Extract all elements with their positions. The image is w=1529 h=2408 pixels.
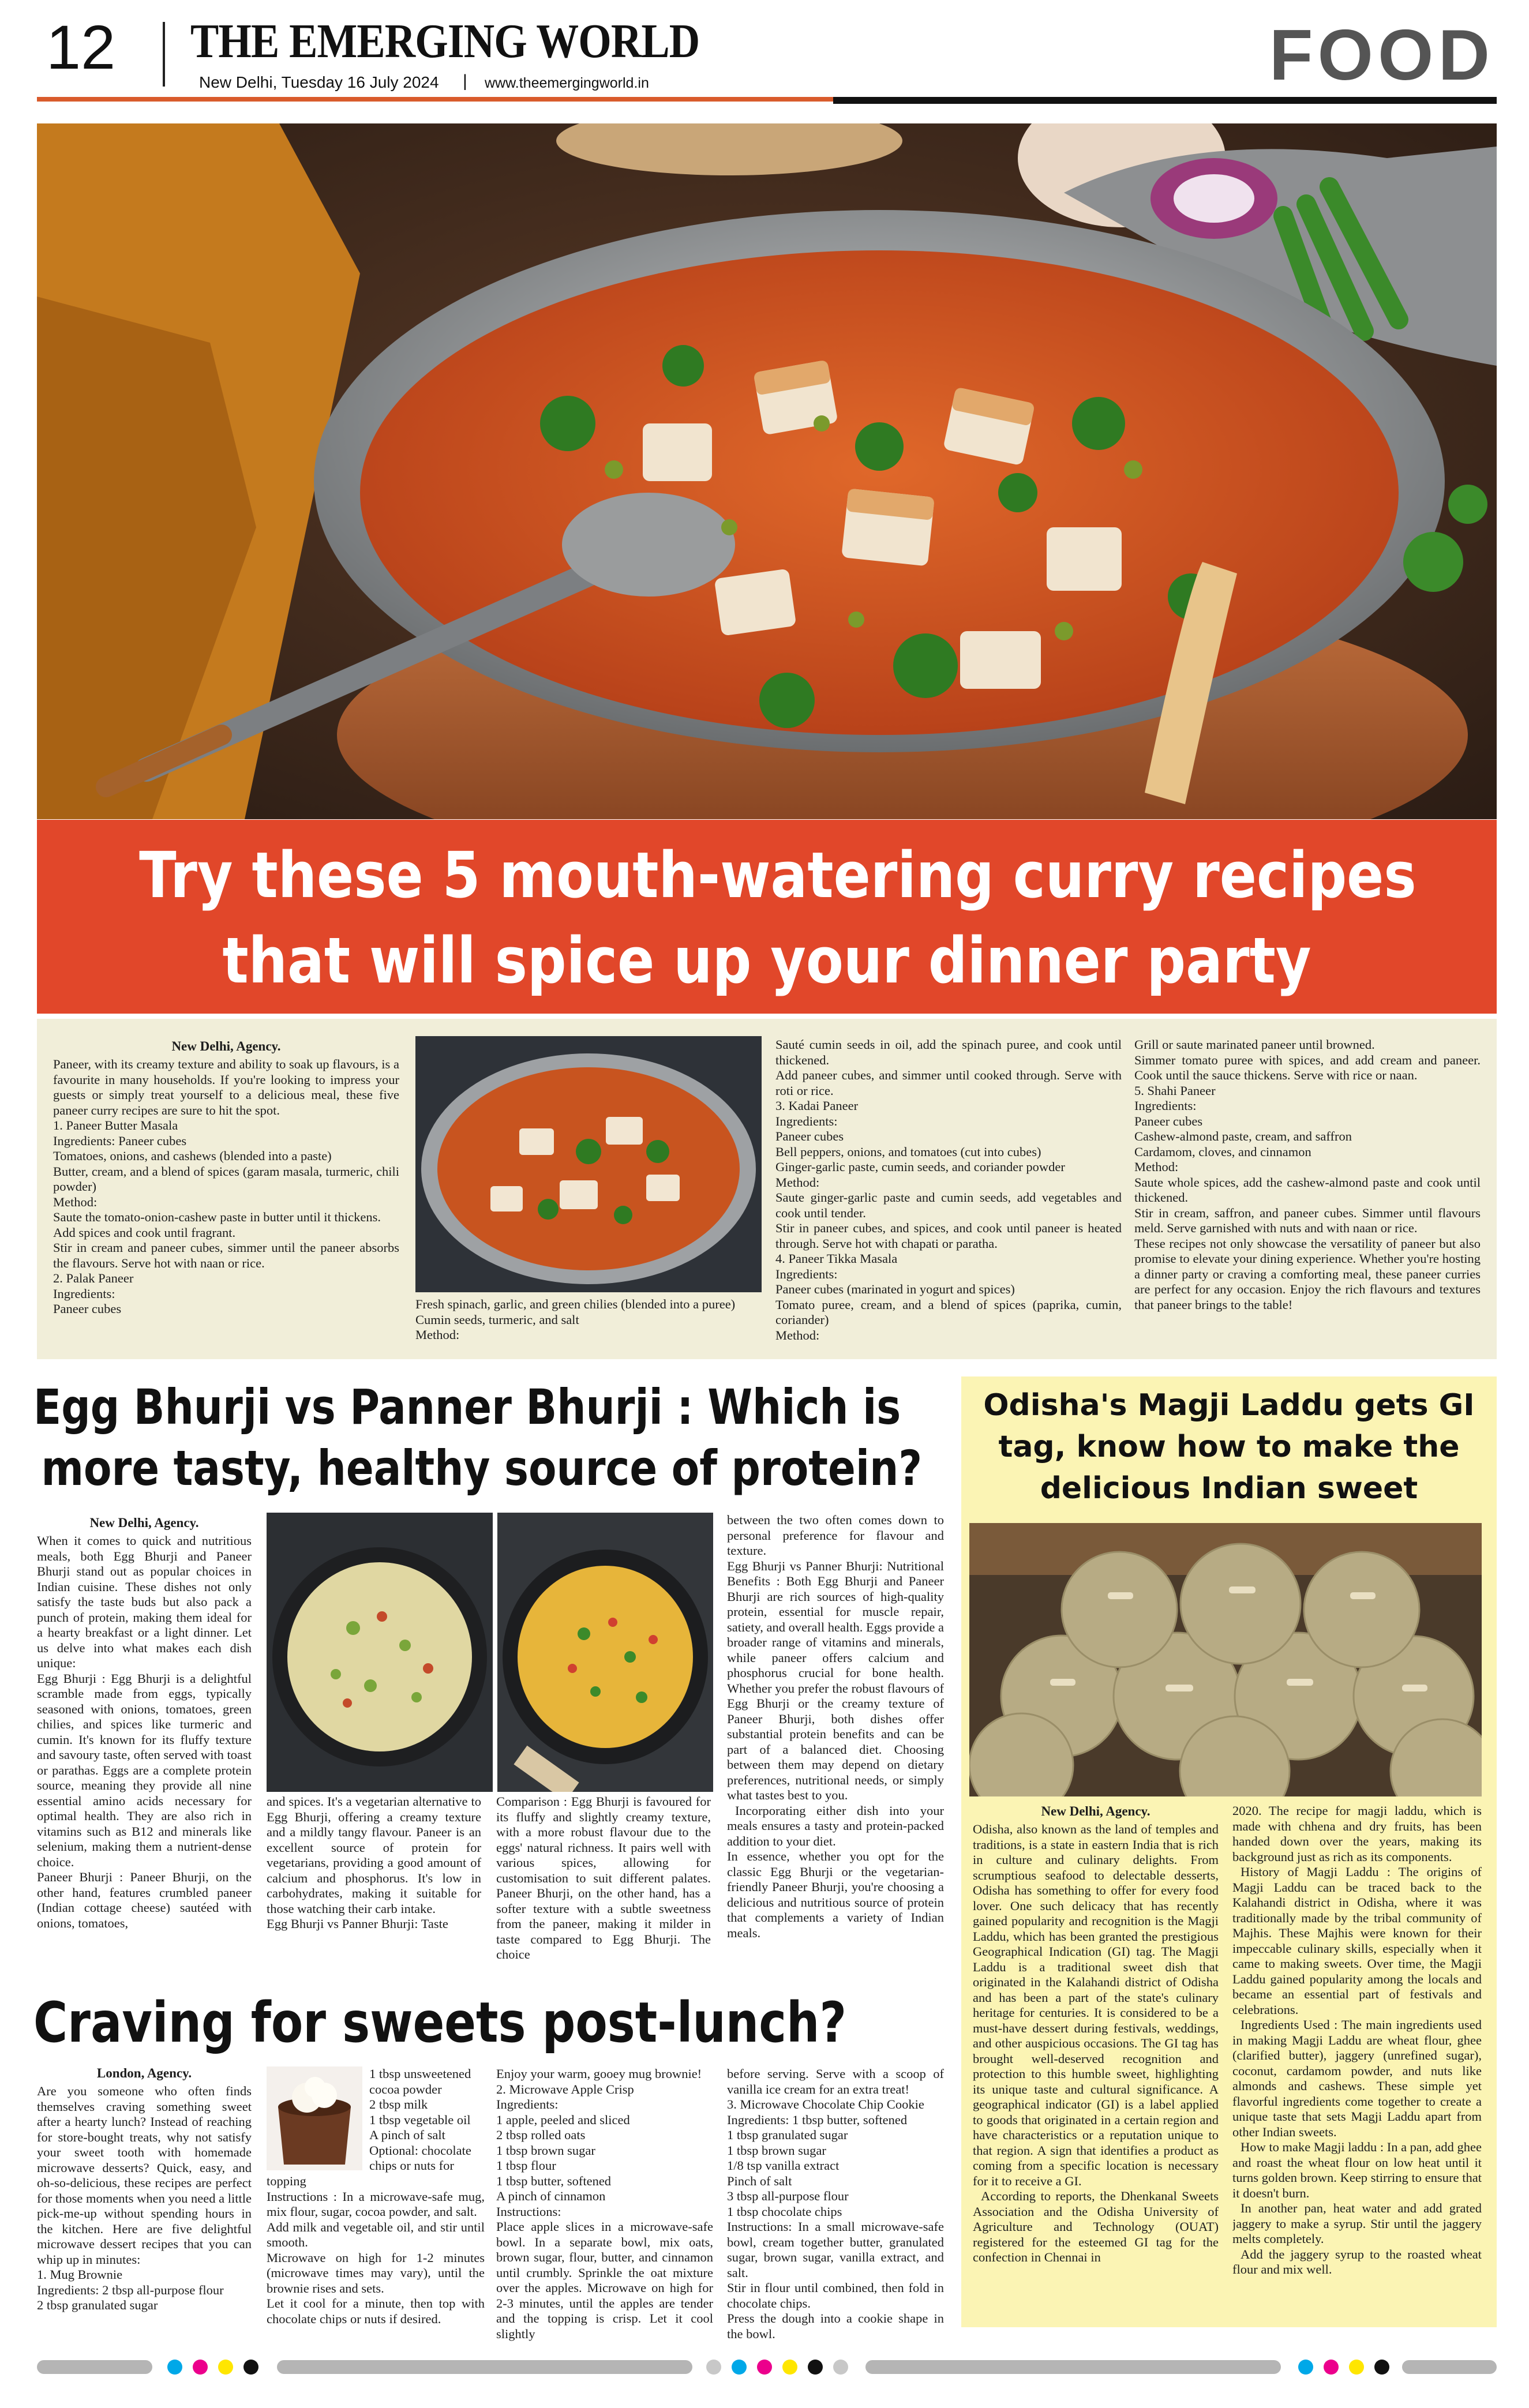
footer-gray-strip bbox=[37, 2360, 152, 2374]
sweets-column-1 bbox=[37, 2065, 252, 2348]
laddu-headline bbox=[961, 1385, 1497, 1509]
registration-dot-cyan bbox=[1298, 2360, 1313, 2375]
registration-dot-black bbox=[1374, 2360, 1389, 2375]
egg-headline-line-2: more tasty, healthy source of protein? bbox=[41, 1440, 923, 1496]
dateline-separator: | bbox=[463, 72, 467, 91]
paragraph: A pinch of salt bbox=[369, 2128, 445, 2142]
registration-dot-black bbox=[808, 2360, 823, 2375]
paragraph: Method: bbox=[775, 1175, 820, 1190]
paragraph: Cashew-almond paste, cream, and saffron bbox=[1134, 1129, 1352, 1143]
egg-column-3 bbox=[496, 1794, 711, 1967]
paragraph: 1 tbsp chocolate chips bbox=[727, 2204, 842, 2219]
paragraph: Add the jaggery syrup to the roasted wheat flour and mix well. bbox=[1232, 2246, 1482, 2276]
registration-dot-yellow bbox=[218, 2360, 233, 2375]
paragraph: Comparison : Egg Bhurji is favoured for its fluffy and slightly creamy texture, with a more robust flavour due to the eggs' natural richness. It pairs well with various spices, allowing for customisation to suit different palates. Paneer Bhurji, on the other hand, has a softer texture with a subtle sweetness from the paneer, making it milder in taste compared to Egg Bhurji. The choice bbox=[496, 1794, 711, 1961]
curry-headline bbox=[139, 832, 1416, 1003]
egg-column-1 bbox=[37, 1515, 252, 1976]
paragraph: 1 tbsp brown sugar bbox=[496, 2143, 595, 2158]
section-label: FOOD bbox=[1269, 16, 1494, 95]
paragraph: Optional: chocolate chips or nuts for bbox=[369, 2143, 471, 2173]
paragraph: 2 tbsp granulated sugar bbox=[37, 2298, 158, 2312]
paragraph: Stir in cream, saffron, and paneer cubes. Simmer until flavours meld. Serve garnished with nuts and with naan or rice. bbox=[1134, 1205, 1481, 1235]
paragraph: Odisha, also known as the land of temples and traditions, is a state in eastern India that is rich in culture and culinary delights. From scrumptious seafood to delectable desserts, Odisha has something to offer for every food lover. One such delicacy that has recently gained popularity and recognition is the Magji Laddu, which has been granted the prestigious Geographical Indication (GI) tag. The Magji Laddu is a traditional sweet dish that originated in the Kalahandi district of Odisha and has been a part of the state's culinary heritage for centuries. It is considered to be a must-have dessert during festivals, weddings, and other auspicious occasions. The GI tag has brought well-deserved recognition and protection to this humble sweet, highlighting its unique taste and cultural significance. A geographical indicator (GI) is a label applied to goods that originated in a certain region and have characteristics or a reputation unique to that region. A sign that identifies a product as coming from a specific location is necessary for it to receive a GI. bbox=[973, 1822, 1219, 2188]
caption-line: Method: bbox=[415, 1327, 460, 1342]
paragraph: Egg Bhurji : Egg Bhurji is a delightful scramble made from eggs, typically seasoned with onions, tomatoes, green chilies, and spices like turmeric and cumin. It's known for its fluffy texture and savoury taste, often served with toast or parathas. Eggs are a complete protein source, meaning they provide all nine essential amino acids necessary for optimal health. They are also rich in vitamins such as B12 and minerals like selenium, making them a nutrient-dense choice. bbox=[37, 1671, 252, 1869]
paragraph: 2 tbsp rolled oats bbox=[496, 2128, 586, 2142]
paragraph: 1 tbsp butter, softened bbox=[496, 2173, 612, 2188]
paragraph: Saute ginger-garlic paste and cumin seeds, add vegetables and cook until tender. bbox=[775, 1190, 1122, 1220]
egg-column-4 bbox=[727, 1513, 944, 1974]
registration-dot-cyan bbox=[732, 2360, 747, 2375]
paragraph: Egg Bhurji vs Panner Bhurji: Taste bbox=[267, 1916, 448, 1931]
paragraph: In another pan, heat water and add grated jaggery to make a syrup. Stir until the jaggery melts completely. bbox=[1232, 2201, 1482, 2246]
sweets-column-4 bbox=[727, 2066, 944, 2348]
paneer-curry-hero-photo bbox=[37, 123, 1497, 819]
curry-column-3 bbox=[775, 1037, 1122, 1349]
sweets-column-2-beside bbox=[369, 2066, 485, 2176]
paragraph: 3 tbsp all-purpose flour bbox=[727, 2189, 849, 2203]
curry-photo-caption bbox=[415, 1297, 762, 1343]
curry-headline-line-2: that will spice up your dinner party bbox=[222, 924, 1311, 997]
paragraph: Microwave on high for 1-2 minutes (microwave times may vary), until the brownie rises and sets. bbox=[267, 2250, 485, 2296]
caption-line: Cumin seeds, turmeric, and salt bbox=[415, 1312, 579, 1327]
registration-dot-cyan bbox=[167, 2360, 182, 2375]
paragraph: In essence, whether you opt for the classic Egg Bhurji or the vegetarian-friendly Paneer Bhurji, you're choosing a delicious and nutritious source of protein that complements a variety of Indian meals. bbox=[727, 1849, 944, 1940]
curry-column-4 bbox=[1134, 1037, 1481, 1349]
paragraph: 1 tbsp granulated sugar bbox=[727, 2128, 848, 2142]
paragraph: Butter, cream, and a blend of spices (garam masala, turmeric, chili powder) bbox=[53, 1164, 399, 1194]
registration-dot-gray bbox=[833, 2360, 848, 2375]
egg-bhurji-photo bbox=[267, 1513, 493, 1792]
paragraph: before serving. Serve with a scoop of vanilla ice cream for an extra treat! bbox=[727, 2066, 944, 2096]
paragraph: Ingredients: bbox=[53, 1286, 115, 1301]
paragraph: Method: bbox=[53, 1194, 98, 1209]
footer-gray-strip bbox=[865, 2360, 1281, 2374]
paragraph: 1 tbsp unsweetened cocoa powder bbox=[369, 2066, 471, 2096]
paragraph: topping bbox=[267, 2174, 306, 2188]
registration-dot-magenta bbox=[193, 2360, 208, 2375]
paragraph: Instructions : In a microwave-safe mug, mix flour, sugar, cocoa powder, and salt. bbox=[267, 2189, 485, 2219]
registration-dot-yellow bbox=[782, 2360, 797, 2375]
paragraph: Add spices and cook until fragrant. bbox=[53, 1225, 236, 1240]
dateline: New Delhi, Tuesday 16 July 2024 bbox=[199, 73, 439, 91]
mug-brownie-photo bbox=[267, 2066, 362, 2170]
paragraph: 2020. The recipe for magji laddu, which is made with chhena and dry fruits, has been handed down over the years, making its background just as rich as its components. bbox=[1232, 1803, 1482, 1864]
sweets-headline: Craving for sweets post-lunch? bbox=[33, 1990, 847, 2055]
paragraph: 1 apple, peeled and sliced bbox=[496, 2112, 630, 2127]
paragraph: Enjoy your warm, gooey mug brownie! bbox=[496, 2066, 702, 2081]
paragraph: Place apple slices in a microwave-safe bowl. In a separate bowl, mix oats, brown sugar, flour, butter, and cinnamon until crumbly. Sprinkle the oat mixture over the apples. Microwave on high for 2-3 minutes, until the apples are tender and the topping is crisp. Let it cool slightly bbox=[496, 2219, 713, 2341]
paragraph: Ingredients: 1 tbsp butter, softened bbox=[727, 2112, 908, 2127]
laddu-headline-line-2: tag, know how to make the bbox=[998, 1430, 1460, 1464]
paragraph: Simmer tomato puree with spices, and add cream and paneer. Cook until the sauce thickens. Serve with rice or naan. bbox=[1134, 1052, 1481, 1082]
paragraph: Let it cool for a minute, then top with chocolate chips or nuts if desired. bbox=[267, 2296, 485, 2326]
paragraph: 2. Palak Paneer bbox=[53, 1271, 134, 1285]
paragraph: Ginger-garlic paste, cumin seeds, and coriander powder bbox=[775, 1160, 1065, 1174]
paragraph: Instructions: In a small microwave-safe bowl, cream together butter, granulated sugar, brown sugar, vanilla extract, and salt. bbox=[727, 2219, 944, 2280]
paragraph: Bell peppers, onions, and tomatoes (cut into cubes) bbox=[775, 1144, 1041, 1159]
paragraph: A pinch of cinnamon bbox=[496, 2189, 606, 2203]
website-link[interactable]: www.theemergingworld.in bbox=[485, 75, 649, 91]
paragraph: between the two often comes down to personal preference for flavour and texture. bbox=[727, 1513, 944, 1558]
paragraph: Method: bbox=[1134, 1160, 1179, 1174]
paragraph: Saute whole spices, add the cashew-almond paste and cook until thickened. bbox=[1134, 1175, 1481, 1205]
paragraph: Paneer, with its creamy texture and ability to soak up flavours, is a favourite in many households. If you're looking to impress your guests or simply treat yourself to a delicious meal, these five paneer curry recipes are sure to hit the spot. bbox=[53, 1057, 399, 1117]
paragraph: Instructions: bbox=[496, 2204, 561, 2219]
paragraph: 5. Shahi Paneer bbox=[1134, 1083, 1216, 1098]
paragraph: 3. Microwave Chocolate Chip Cookie bbox=[727, 2097, 924, 2111]
paragraph: 2 tbsp milk bbox=[369, 2097, 428, 2111]
paragraph: Method: bbox=[775, 1327, 820, 1342]
paragraph: Ingredients: 2 tbsp all-purpose flour bbox=[37, 2282, 224, 2297]
paneer-bhurji-photo bbox=[497, 1513, 713, 1792]
paragraph: 2. Microwave Apple Crisp bbox=[496, 2081, 634, 2096]
registration-dot-magenta bbox=[757, 2360, 772, 2375]
paragraph: History of Magji Laddu : The origins of Magji Laddu can be traced back to the Kalahandi district in Odisha, where it was traditionally made by the tribal community of Majhis. These Majhis were known for their impeccable culinary skills, especially when it came to making sweets. Over time, the Magji Laddu gained popularity among the locals and became an essential part of festivals and celebrations. bbox=[1232, 1865, 1482, 2017]
registration-dot-black bbox=[243, 2360, 258, 2375]
laddu-column-1 bbox=[973, 1803, 1219, 2323]
paragraph: Add paneer cubes, and simmer until cooked through. Serve with roti or rice. bbox=[775, 1068, 1122, 1098]
paragraph: When it comes to quick and nutritious meals, both Egg Bhurji and Paneer Bhurji stand out as popular choices in Indian cuisine. These dishes not only satisfy the taste buds but also pack a punch of protein, making them ideal for a hearty breakfast or a light dinner. Let us delve into what makes each dish unique: bbox=[37, 1533, 252, 1670]
masthead-divider bbox=[163, 22, 165, 87]
paragraph: Ingredients: bbox=[775, 1266, 838, 1281]
paragraph: Sauté cumin seeds in oil, add the spinach puree, and cook until thickened. bbox=[775, 1037, 1122, 1067]
paper-name: THE EMERGING WORLD bbox=[190, 14, 700, 68]
paragraph: Ingredients: Paneer cubes bbox=[53, 1133, 187, 1148]
paragraph: 1/8 tsp vanilla extract bbox=[727, 2158, 840, 2173]
paragraph: 1. Mug Brownie bbox=[37, 2267, 123, 2282]
paragraph: Pinch of salt bbox=[727, 2173, 792, 2188]
curry-headline-banner bbox=[37, 820, 1497, 1014]
paragraph: 1 tbsp vegetable oil bbox=[369, 2112, 471, 2127]
registration-dot-yellow bbox=[1349, 2360, 1364, 2375]
footer-gray-strip bbox=[1402, 2360, 1497, 2374]
egg-headline bbox=[33, 1376, 923, 1499]
paragraph: Grill or saute marinated paneer until browned. bbox=[1134, 1037, 1375, 1052]
paragraph: Paneer cubes bbox=[1134, 1113, 1203, 1128]
paragraph: These recipes not only showcase the versatility of paneer but also promise to elevate your dining experience. Whether you're hosting a dinner party or craving a comforting meal, these paneer curries are perfect for any occasion. Enjoy the rich flavours and textures that paneer brings to the table! bbox=[1134, 1236, 1481, 1312]
paragraph: Press the dough into a cookie shape in the bowl. bbox=[727, 2311, 944, 2341]
laddu-headline-line-3: delicious Indian sweet bbox=[1040, 1471, 1418, 1506]
sweets-column-2 bbox=[267, 2174, 485, 2347]
paragraph: Paneer cubes bbox=[53, 1301, 122, 1316]
header-rule-black bbox=[833, 97, 1497, 104]
paragraph: Cardamom, cloves, and cinnamon bbox=[1134, 1144, 1311, 1159]
magji-laddu-photo bbox=[969, 1523, 1482, 1796]
page-number: 12 bbox=[46, 12, 116, 82]
paragraph: Are you someone who often finds themselves craving something sweet after a hearty lunch? Instead of reaching for store-bought treats, why not satisfy your sweet tooth with homemade microwave desserts? Quick, easy, and oh-so-delicious, these recipes are perfect for those moments when you need a little pick-me-up without spending hours in the kitchen. Here are five delightful microwave dessert recipes that you can whip up in minutes: bbox=[37, 2084, 252, 2267]
paragraph: 1 tbsp brown sugar bbox=[727, 2143, 826, 2158]
paragraph: Add milk and vegetable oil, and stir until smooth. bbox=[267, 2219, 485, 2249]
paragraph: Paneer cubes bbox=[775, 1129, 844, 1143]
paragraph: Stir in cream and paneer cubes, simmer until the paneer absorbs the flavours. Serve hot with naan or rice. bbox=[53, 1240, 399, 1270]
laddu-byline: New Delhi, Agency. bbox=[1041, 1804, 1151, 1818]
paragraph: 1 tbsp flour bbox=[496, 2158, 556, 2173]
header-rule-orange bbox=[37, 97, 833, 102]
paneer-bowl-photo bbox=[415, 1036, 762, 1292]
paragraph: Paneer cubes (marinated in yogurt and spices) bbox=[775, 1282, 1015, 1296]
paragraph: 3. Kadai Paneer bbox=[775, 1098, 859, 1113]
paragraph: According to reports, the Dhenkanal Sweets Association and the Odisha University of Agriculture and Technology (OUAT) registered for the esteemed GI tag for the confection in Chennai in bbox=[973, 2189, 1219, 2264]
paragraph: Stir in flour until combined, then fold in chocolate chips. bbox=[727, 2281, 944, 2311]
paragraph: Incorporating either dish into your meals ensures a tasty and protein-packed addition to your diet. bbox=[727, 1803, 944, 1848]
paragraph: Ingredients: bbox=[775, 1113, 838, 1128]
caption-line: Fresh spinach, garlic, and green chilies (blended into a puree) bbox=[415, 1297, 736, 1311]
paragraph: Ingredients Used : The main ingredients used in making Magji Laddu are wheat flour, ghee (clarified butter), jaggery (unrefined sugar), coconut, cardamom powder, and nuts like almonds and cashews. These simple yet flavorful ingredients come together to create a unique taste that sets Magji Laddu apart from other Indian sweets. bbox=[1232, 2017, 1482, 2139]
curry-column-1 bbox=[53, 1038, 399, 1344]
paragraph: Saute the tomato-onion-cashew paste in butter until it thickens. bbox=[53, 1210, 381, 1224]
paragraph: Tomato puree, cream, and a blend of spices (paprika, cumin, coriander) bbox=[775, 1297, 1122, 1327]
paragraph: How to make Magji laddu : In a pan, add ghee and roast the wheat flour on low heat until it turns golden brown. Keep stirring to ensure that it doesn't burn. bbox=[1232, 2140, 1482, 2200]
paragraph: Stir in paneer cubes, and spices, and cook until paneer is heated through. Serve hot with chapati or paratha. bbox=[775, 1221, 1122, 1251]
curry-headline-line-1: Try these 5 mouth-watering curry recipes bbox=[139, 838, 1416, 912]
laddu-headline-line-1: Odisha's Magji Laddu gets GI bbox=[983, 1388, 1475, 1423]
egg-headline-line-1: Egg Bhurji vs Panner Bhurji : Which is bbox=[33, 1379, 901, 1435]
sweets-byline: London, Agency. bbox=[96, 2066, 192, 2080]
curry-byline: New Delhi, Agency. bbox=[171, 1039, 281, 1053]
paragraph: Paneer Bhurji : Paneer Bhurji, on the other hand, features crumbled paneer (Indian cottage cheese) sautéed with onions, tomatoes, bbox=[37, 1870, 252, 1930]
registration-dot-gray bbox=[706, 2360, 721, 2375]
egg-column-2 bbox=[267, 1794, 481, 1967]
paragraph: Egg Bhurji vs Panner Bhurji: Nutritional Benefits : Both Egg Bhurji and Paneer Bhurji are rich sources of high-quality protein, essential for muscle repair, satiety, and overall health. Eggs provide a broader range of vitamins and minerals, while paneer offers calcium and phosphorus crucial for bone health. Whether you prefer the robust flavours of Egg Bhurji or the creamy texture of Paneer Bhurji, both dishes offer substantial protein benefits and can be part of a balanced diet. Choosing between them may depend on dietary preferences, nutritional needs, or simply what tastes best to you. bbox=[727, 1558, 944, 1802]
paragraph: 1. Paneer Butter Masala bbox=[53, 1118, 178, 1132]
paragraph: Tomatoes, onions, and cashews (blended into a paste) bbox=[53, 1149, 332, 1163]
paragraph: and spices. It's a vegetarian alternative to Egg Bhurji, offering a creamy texture and a mildly tangy flavour. Paneer is an excellent source of protein for vegetarians, providing a good amount of calcium and phosphorus. It's low in carbohydrates, making it suitable for those watching their carb intake. bbox=[267, 1794, 481, 1916]
paragraph: Ingredients: bbox=[1134, 1098, 1197, 1113]
egg-byline: New Delhi, Agency. bbox=[89, 1516, 199, 1530]
paragraph: Ingredients: bbox=[496, 2097, 559, 2111]
laddu-column-2 bbox=[1232, 1803, 1482, 2323]
paragraph: 4. Paneer Tikka Masala bbox=[775, 1251, 898, 1266]
registration-dot-magenta bbox=[1324, 2360, 1339, 2375]
footer-gray-strip bbox=[277, 2360, 692, 2374]
sweets-column-3 bbox=[496, 2066, 713, 2348]
